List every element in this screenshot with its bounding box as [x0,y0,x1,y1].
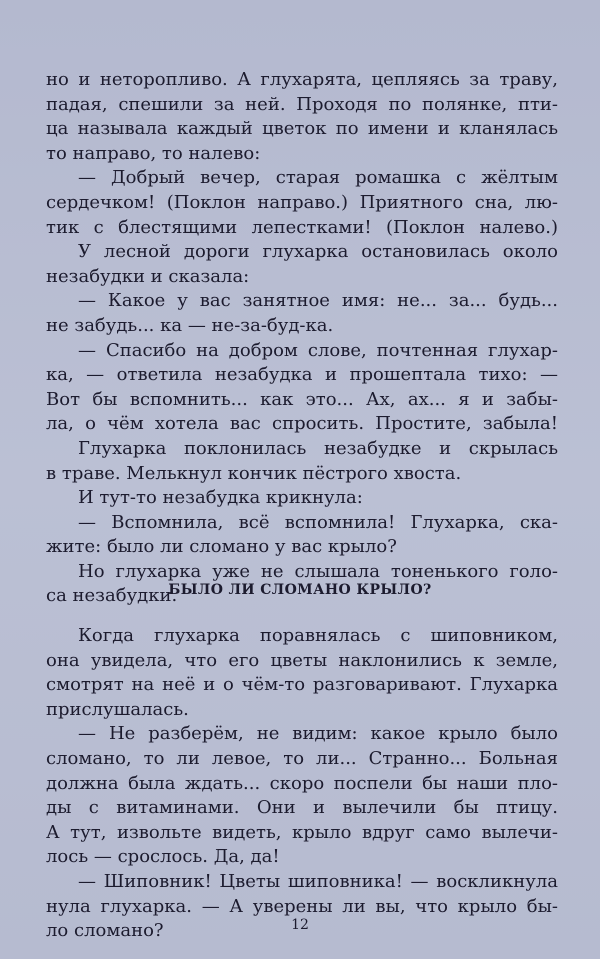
text-line: жите: было ли сломано у вас крыло? [46,536,397,558]
chapter-heading: БЫЛО ЛИ СЛОМАНО КРЫЛО? [168,582,432,598]
text-line: лось — срослось. Да, да! [46,846,280,868]
text-line: А тут, извольте видеть, крыло вдруг само вылечи- [46,821,558,843]
text-line: И тут-то незабудка крикнула: [78,487,363,509]
text-section-1 [46,68,558,609]
text-line: — Какое у вас занятное имя: не... за... будь... [78,290,558,312]
text-line: незабудки и сказала: [46,265,250,287]
text-line: то направо, то налево: [46,142,261,164]
text-line: ло сломано? [46,920,164,942]
text-line: — Спасибо на добром слове, почтенная глухар- [78,339,558,361]
text-line: — Не разберём, не видим: какое крыло было [78,723,558,745]
text-line: ка, — ответила незабудка и прошептала тихо: — [46,364,558,386]
text-line: не забудь... ка — не-за-буд-ка. [46,314,334,336]
text-line: — Шиповник! Цветы шиповника! — воскликнула [78,870,558,892]
text-line: Глухарка поклонилась незабудке и скрылась [78,437,558,459]
text-line: ца называла каждый цветок по имени и кланялась [46,118,558,140]
text-line: должна была ждать... скоро поспели бы наши пло- [46,772,558,794]
text-line: са незабудки. [46,585,178,607]
text-line: прислушалась. [46,698,189,720]
text-line: она увидела, что его цветы наклонились к земле, [46,649,558,671]
text-line: сломано, то ли левое, то ли... Странно... Больная [46,747,558,769]
text-line: в траве. Мелькнул кончик пёстрого хвоста. [46,462,462,484]
text-line: Но глухарка уже не слышала тоненького голо- [78,560,558,582]
text-line: но и неторопливо. А глухарята, цепляясь за траву, [46,69,558,90]
text-line: У лесной дороги глухарка остановилась около [78,241,558,263]
text-line: — Добрый вечер, старая ромашка с жёлтым [78,167,558,189]
text-line: Когда глухарка поравнялась с шиповником, [78,625,558,646]
text-section-2 [46,624,558,944]
text-line: ды с витаминами. Они и вылечили бы птицу. [46,797,558,819]
text-line: нула глухарка. — А уверены ли вы, что крыло бы- [46,895,558,917]
page-number: 12 [291,917,309,933]
text-line: тик с блестящими лепестками! (Поклон налево.) [46,216,558,238]
text-line: — Вспомнила, всё вспомнила! Глухарка, ска- [78,511,558,533]
text-line: падая, спешили за ней. Проходя по полянке, пти- [46,93,558,115]
text-line: Вот бы вспомнить... как это... Ах, ах... я и забы- [46,388,558,410]
text-line: смотрят на неё и о чём-то разговаривают. Глухарка [46,674,558,696]
text-line: ла, о чём хотела вас спросить. Простите, забыла! [46,413,558,435]
text-line: сердечком! (Поклон направо.) Приятного сна, лю- [46,191,558,213]
